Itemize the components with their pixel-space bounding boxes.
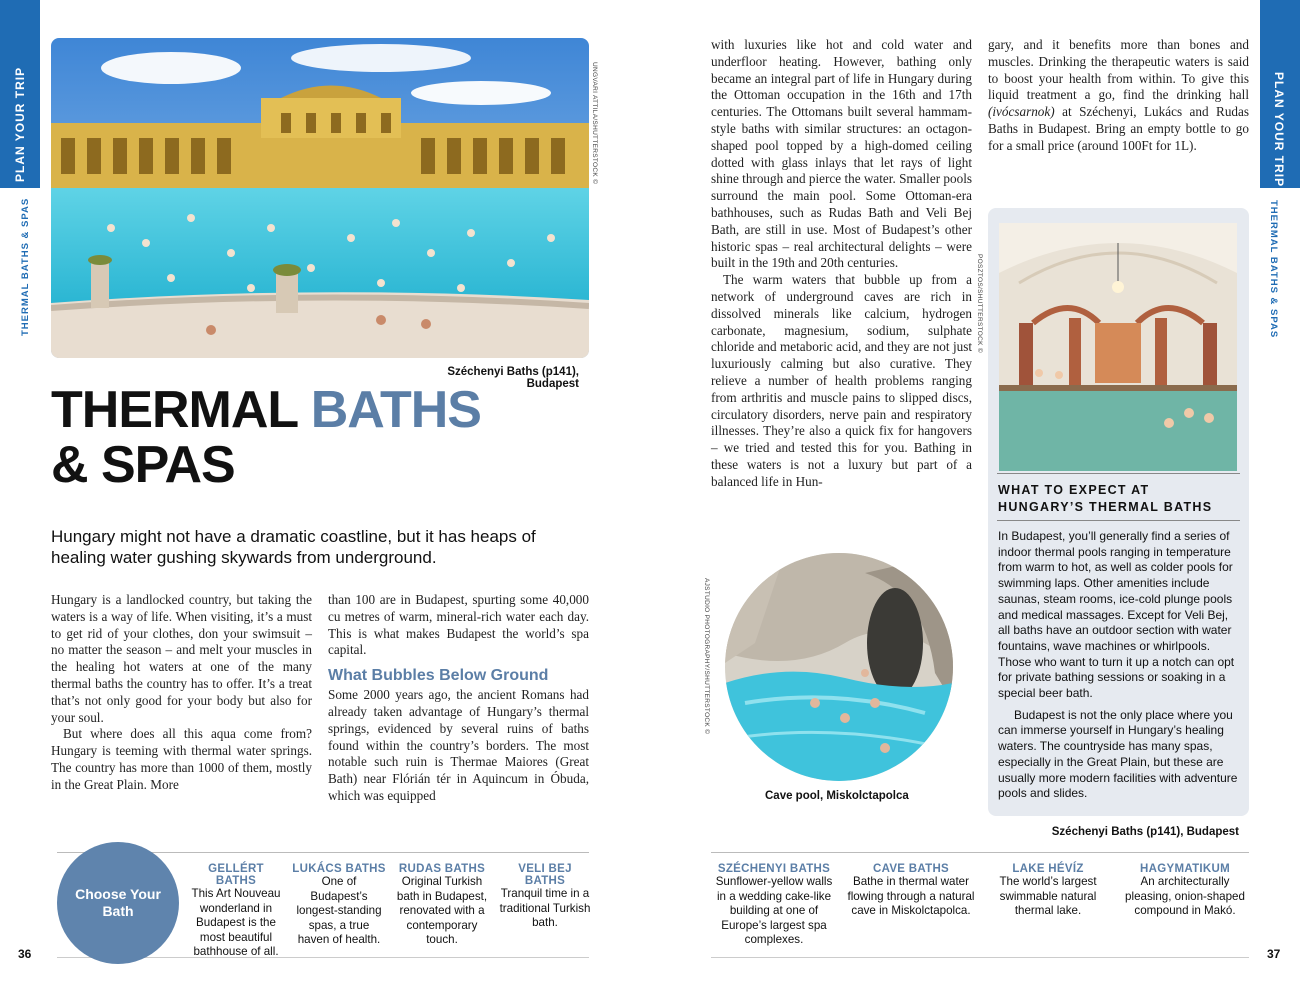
sidebox-body xyxy=(998,529,1241,802)
main-photo-caption: Széchenyi Baths (p141), Budapest xyxy=(447,366,579,390)
indoor-bath-illustration xyxy=(999,223,1237,471)
section-label: THERMAL BATHS & SPAS xyxy=(20,197,31,336)
left-col1-para-1: Hungary is a landlocked country, but taking the waters is a way of life. When visiting, it’s a must to get rid of your clothes, don your swimsuit – no matter the season – and melt your muscles in the healing hot waters at one of the many thermal baths the country has to offer. It’s a treat that’s not only good for your body but also for your soul. xyxy=(51,592,312,725)
bath-cave xyxy=(845,863,977,919)
bath-name: LAKE HÉVÍZ xyxy=(1012,863,1084,875)
drinking-text-b: at Széchenyi, Lukács and Rudas Baths in Budapest. Bring an empty bottle to go for a small price (around 100Ft for 1L). xyxy=(988,104,1249,153)
title-line-1 xyxy=(51,383,481,438)
right-col2-para-1 xyxy=(988,37,1249,155)
sidebox-heading xyxy=(998,482,1243,516)
title-line-2: & SPAS xyxy=(51,436,235,494)
plan-your-trip-tab-label: PLAN YOUR TRIP xyxy=(13,66,27,182)
right-col1-para-2: The warm waters that bubble up from a network of underground caves are rich in dissolved minerals like calcium, hydrogen carbonate, magnesium, sodium, sulphate chloride and metaboric acid, and they are not just luxuriously calming but also curative. They relieve a number of health problems ranging from arthritis and muscle pains to slipped discs, circulatory disorders, nerve pain and respiratory illnesses. They’re also a quick fix for hangovers – we tried and tested this for you. Bathing in these waters is not a luxury but part of a balanced life in Hun- xyxy=(711,272,972,489)
main-photo-credit: UNGVARI ATTILA/SHUTTERSTOCK © xyxy=(591,62,598,185)
section-label-right: THERMAL BATHS & SPAS xyxy=(1268,200,1279,339)
bath-description: Tranquil time in a traditional Turkish bath. xyxy=(499,887,591,929)
bath-szechenyi xyxy=(711,863,837,948)
intro-paragraph: Hungary might not have a dramatic coastline, but it has heaps of healing water gushing skywards from underground. xyxy=(51,527,536,567)
cave-pool-photo xyxy=(725,553,953,781)
szechenyi-baths-photo xyxy=(51,38,589,358)
left-col2-para-1: than 100 are in Budapest, spurting some 40,000 cu metres of warm, mineral-rich water each day. This is what makes Budapest the world’s spa capital. xyxy=(328,592,589,658)
plan-your-trip-tab-right-label: PLAN YOUR TRIP xyxy=(1272,72,1286,188)
sidebox-rule-top xyxy=(997,473,1240,474)
left-column-1 xyxy=(51,592,312,794)
bath-rudas xyxy=(395,863,489,948)
sidebox-rule-bottom xyxy=(997,520,1240,521)
left-column-2 xyxy=(328,592,589,805)
title-part-black: THERMAL xyxy=(51,381,311,439)
sidebox-para-2: Budapest is not the only place where you can immerse yourself in Hungary’s healing waters. The countryside has many spas, especially in the Great Plain, but these are usually more modern facilities with adventure pools and slides. xyxy=(998,707,1238,801)
right-column-2 xyxy=(988,37,1249,155)
page-title xyxy=(51,383,481,493)
right-strip-rule xyxy=(711,852,1249,853)
cave-photo-caption: Cave pool, Miskolctapolca xyxy=(765,790,909,802)
choose-your-bath-label: Choose Your Bath xyxy=(75,886,161,919)
right-col1-para-1: with luxuries like hot and cold water and underfloor heating. However, bathing only became an integral part of life in Hungary during the Ottoman occupation in the 16th and 17th centuries. The Ottomans built several hammam-style baths with similar structures: an octagon-shaped pool topped by a high-domed ceiling dotted with glass inlays that let rays of light shine through and pierce the water. Smaller pools surround the main pool. Some Ottoman-era bathhouses, such as Rudas Bath and Veli Bej Bath, are still in use. Most of Budapest’s other historic spas – real architectural delights – were built in the 19th and 20th centuries. xyxy=(711,37,972,271)
page-number-right: 37 xyxy=(1267,947,1281,961)
bath-description: The world’s largest swimmable natural thermal lake. xyxy=(999,875,1097,917)
sidebox-heading-line-2: HUNGARY’S THERMAL BATHS xyxy=(998,500,1213,514)
bath-name: CAVE BATHS xyxy=(872,863,950,875)
sidebox-photo-caption: Széchenyi Baths (p141), Budapest xyxy=(1051,826,1239,838)
bath-gellert xyxy=(189,863,283,960)
section-heading-what-bubbles: What Bubbles Below Ground xyxy=(328,667,549,685)
indoor-bath-photo xyxy=(999,223,1237,471)
indoor-photo-credit: POSZTOS/SHUTTERSTOCK © xyxy=(976,254,983,353)
cave-pool-illustration xyxy=(725,553,953,781)
title-part-blue: BATHS xyxy=(310,381,481,439)
bath-description: An architecturally pleasing, onion-shaped compound in Makó. xyxy=(1125,875,1245,917)
sidebox-para-1: In Budapest, you’ll generally find a series of indoor thermal pools ranging in temperature from warm to hot, as well as colder pools for swimming laps. Other amenities include saunas, steam rooms, ice-cold plunge pools and medical massages. Except for Veli Bej, all baths have an outdoor section with water fountains, wave machines or whirlpools. Those who want to turn it up a notch can opt for private bathing sessions or soaking in a special beer bath. xyxy=(998,529,1235,701)
bath-description: Original Turkish bath in Budapest, renovated with a contemporary touch. xyxy=(396,875,488,946)
bath-lukacs xyxy=(292,863,386,948)
bath-name: SZÉCHENYI BATHS xyxy=(717,863,831,875)
bath-name: LUKÁCS BATHS xyxy=(292,863,386,875)
bath-description: This Art Nouveau wonderland in Budapest is the most beautiful bathhouse of all. xyxy=(191,887,281,958)
bath-name: VELI BEJ BATHS xyxy=(518,863,572,887)
what-to-expect-box xyxy=(988,208,1249,816)
bath-description: Bathe in thermal water flowing through a natural cave in Miskolctapolca. xyxy=(847,875,975,917)
drinking-hall-term: (ivócsarnok) xyxy=(988,104,1055,120)
bath-description: One of Budapest’s longest-standing spas, a true haven of health. xyxy=(296,875,382,946)
right-strip-bottom-rule xyxy=(711,957,1249,958)
left-col2-para-2: Some 2000 years ago, the ancient Romans had already taken advantage of Hungary’s thermal springs, evidenced by several ruins of baths found within the country’s borders. The most notable such ruin is Thermae Maiores (Great Bath) near Flórián tér in Aquincum in Óbuda, which was equipped xyxy=(328,687,589,803)
bath-hagymatikum xyxy=(1118,863,1252,919)
bath-veli-bej xyxy=(498,863,592,931)
choose-your-bath-circle xyxy=(57,842,179,964)
bath-description: Sunflower-yellow walls in a wedding cake-like building at one of Europe’s largest spa complexes. xyxy=(715,875,833,946)
page-number-left: 36 xyxy=(18,947,32,961)
bath-lake-heviz xyxy=(985,863,1111,919)
cave-photo-credit: AJSTUDIO PHOTOGRAPHY/SHUTTERSTOCK © xyxy=(703,578,710,735)
drinking-text-a: gary, and it benefits more than bones and muscles. Drinking the therapeutic waters is said to boost your health from within. To give this liquid treatment a go, find the drinking hall xyxy=(988,37,1249,103)
szechenyi-baths-illustration xyxy=(51,38,589,358)
left-col1-para-2: But where does all this aqua come from? Hungary is teeming with thermal water springs. The country has more than 1000 of them, mostly in the Great Plain. More xyxy=(51,726,312,792)
bath-name: HAGYMATIKUM xyxy=(1140,863,1230,875)
right-column-1 xyxy=(711,37,972,491)
bath-name: GELLÉRT BATHS xyxy=(208,863,264,887)
bath-name: RUDAS BATHS xyxy=(398,863,486,875)
sidebox-heading-line-1: WHAT TO EXPECT AT xyxy=(998,483,1150,497)
